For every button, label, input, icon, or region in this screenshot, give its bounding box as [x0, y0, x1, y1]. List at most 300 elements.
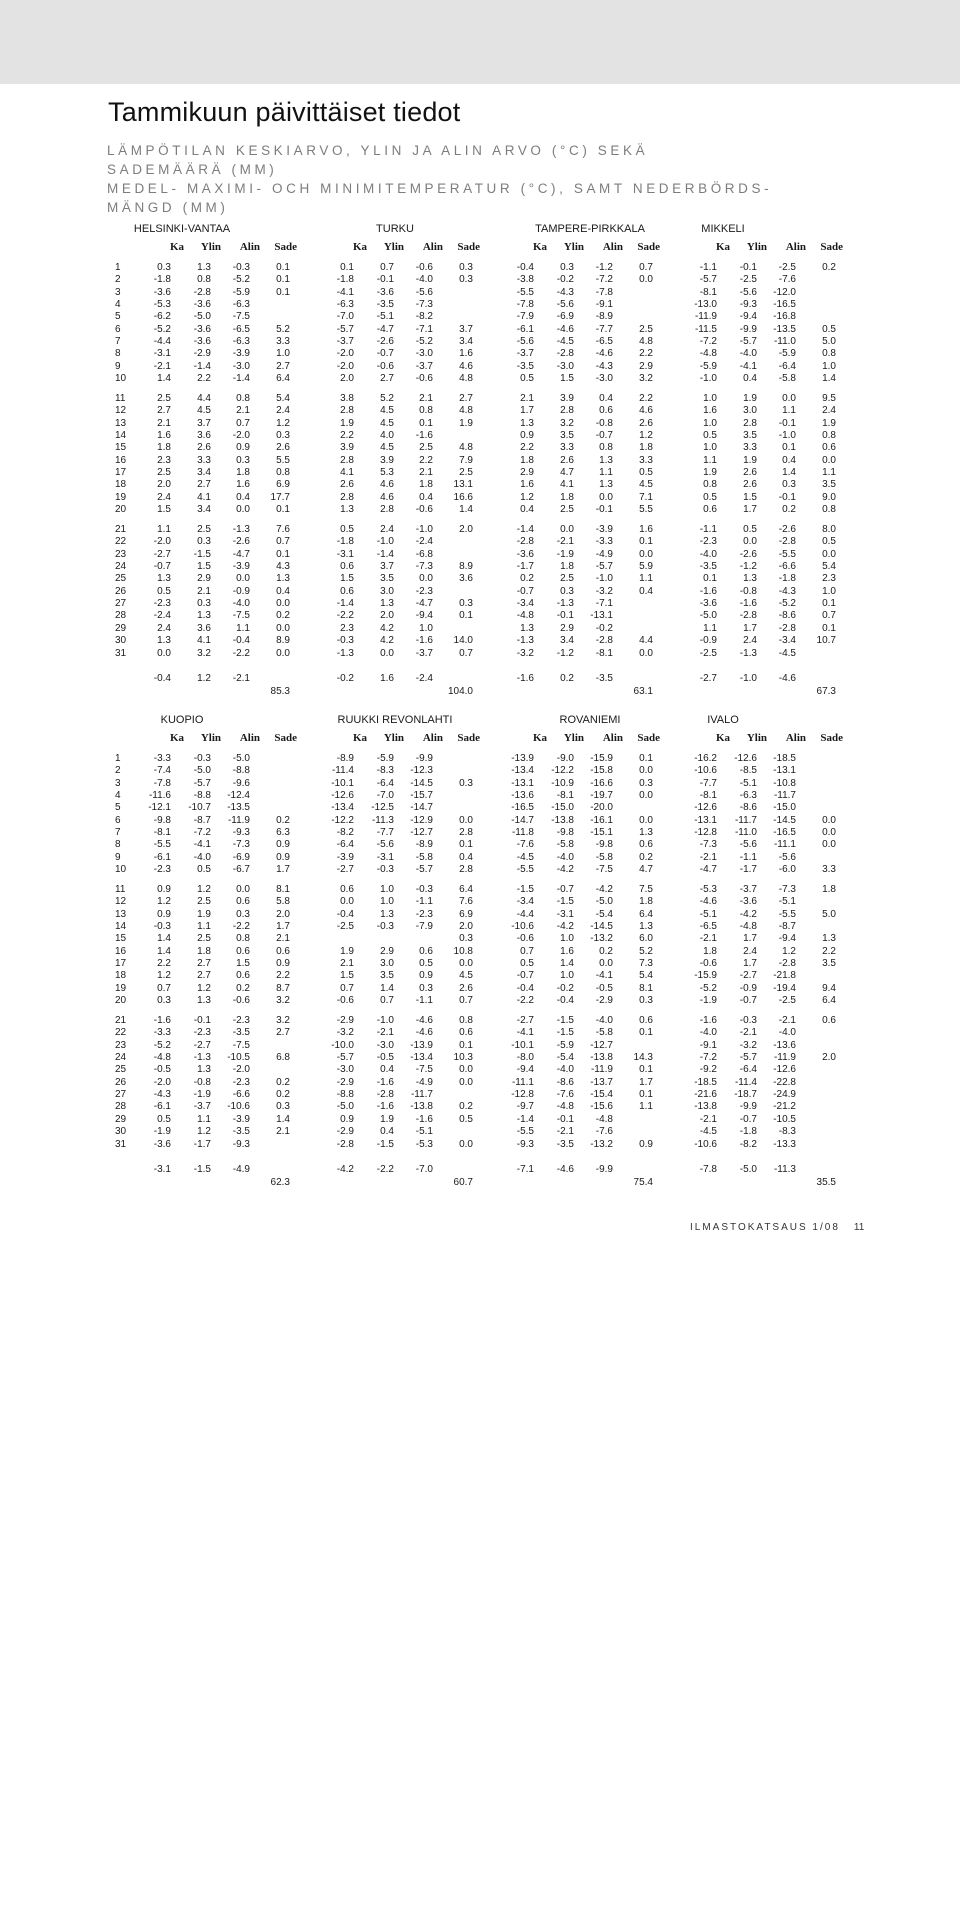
- table-cell: -1.6: [699, 1015, 717, 1026]
- table-cell: -15.8: [590, 765, 613, 777]
- table-cell: -1.7: [516, 561, 534, 573]
- table-cell: 6.3: [276, 827, 290, 839]
- table-cell: 1.6: [157, 430, 171, 442]
- table-cell: 0.5: [743, 524, 757, 535]
- table-cell: -7.9: [516, 311, 534, 323]
- table-cell: 0.2: [599, 945, 613, 957]
- table-cell: -0.3: [153, 921, 171, 933]
- table-cell: -5.6: [415, 286, 433, 298]
- station-name: TURKU: [376, 223, 414, 235]
- column-header: Ylin: [746, 732, 767, 744]
- table-cell: 0.8: [236, 933, 250, 945]
- table-cell: -9.4: [516, 1064, 534, 1076]
- table-cell: -7.2: [595, 274, 613, 286]
- table-cell: -7.4: [153, 765, 171, 777]
- table-cell: -0.3: [739, 1015, 757, 1026]
- table-cell: 0.7: [236, 417, 250, 429]
- table-cell: 1.4: [276, 1113, 290, 1125]
- table-cell: 6.4: [822, 995, 836, 1007]
- table-cell: -0.4: [516, 982, 534, 994]
- table-cell: -10.1: [331, 777, 354, 789]
- station-name: HELSINKI-VANTAA: [133, 223, 231, 235]
- table-cell: -0.4: [556, 995, 574, 1007]
- table-cell: -1.6: [415, 1113, 433, 1125]
- table-cell: 4.5: [380, 417, 394, 429]
- table-cell: 0.6: [599, 405, 613, 417]
- table-cell: -12.8: [511, 1089, 534, 1101]
- table-cell: -8.8: [336, 1089, 354, 1101]
- table-cell: 1.8: [639, 442, 653, 454]
- table-cell: 0.8: [197, 274, 211, 286]
- table-cell: -6.9: [556, 311, 574, 323]
- table-cell: 3.0: [380, 958, 394, 970]
- table-cell: -2.7: [193, 1039, 211, 1051]
- table-cell: -6.3: [336, 299, 354, 311]
- table-cell: 3.6: [197, 622, 211, 634]
- table-cell: -2.3: [415, 585, 433, 597]
- table-cell: -11.5: [694, 323, 717, 335]
- table-cell: 0.0: [276, 647, 290, 659]
- header-band: [0, 0, 960, 84]
- table-cell: 6.9: [276, 479, 290, 491]
- table-cell: -0.2: [556, 982, 574, 994]
- day-number: 27: [115, 598, 127, 610]
- table-cell: 2.9: [197, 573, 211, 585]
- column-header: Alin: [602, 732, 623, 744]
- table-cell: -1.5: [556, 896, 574, 908]
- table-cell: 0.1: [639, 753, 653, 764]
- table-cell: -4.3: [153, 1089, 171, 1101]
- table-cell: -3.6: [193, 336, 211, 348]
- table-cell: 6.9: [459, 908, 473, 920]
- table-cell: -13.7: [590, 1076, 613, 1088]
- table-cell: 0.3: [459, 777, 473, 789]
- day-number: 17: [115, 958, 127, 970]
- table-cell: -1.4: [516, 524, 534, 535]
- table-cell: -11.0: [773, 336, 796, 348]
- table-cell: 2.7: [276, 360, 290, 372]
- table-cell: -10.6: [227, 1101, 250, 1113]
- day-number: 22: [115, 1027, 127, 1039]
- column-header: Sade: [820, 732, 843, 744]
- table-cell: 0.0: [639, 790, 653, 802]
- table-cell: -2.2: [232, 647, 250, 659]
- table-cell: 0.8: [822, 430, 836, 442]
- table-cell: -6.4: [376, 777, 394, 789]
- table-cell: -2.5: [739, 274, 757, 286]
- table-cell: 1.3: [743, 573, 757, 585]
- table-cell: -8.7: [193, 814, 211, 826]
- table-cell: -11.3: [371, 814, 394, 826]
- table-cell: -3.6: [153, 286, 171, 298]
- table-cell: 1.9: [197, 908, 211, 920]
- table-cell: -5.7: [193, 777, 211, 789]
- table-cell: 1.8: [419, 479, 433, 491]
- table-cell: 4.7: [639, 864, 653, 876]
- table-cell: -1.4: [376, 548, 394, 560]
- table-cell: 3.4: [459, 336, 473, 348]
- day-number: 28: [115, 1101, 127, 1113]
- table-cell: 2.2: [276, 970, 290, 982]
- table-cell: -8.6: [739, 802, 757, 814]
- table-cell: -7.3: [415, 561, 433, 573]
- table-cell: 4.1: [340, 467, 354, 479]
- table-cell: 0.7: [822, 610, 836, 622]
- day-number: 14: [115, 430, 127, 442]
- column-header: Ka: [352, 241, 367, 253]
- day-number: 25: [115, 573, 127, 585]
- table-cell: 1.7: [520, 405, 534, 417]
- table-cell: 0.1: [639, 1027, 653, 1039]
- table-cell: -8.3: [778, 1126, 796, 1138]
- table-cell: 0.1: [276, 286, 290, 298]
- table-cell: 2.0: [276, 908, 290, 920]
- table-cell: 3.7: [380, 561, 394, 573]
- table-cell: -13.4: [511, 765, 534, 777]
- summary-cell: -7.8: [699, 1163, 717, 1175]
- table-cell: -3.6: [193, 299, 211, 311]
- table-cell: -1.5: [376, 1138, 394, 1150]
- table-cell: -10.1: [511, 1039, 534, 1051]
- table-cell: 9.5: [822, 393, 836, 404]
- station-name: KUOPIO: [160, 714, 204, 726]
- table-cell: -7.7: [595, 323, 613, 335]
- table-cell: -16.6: [590, 777, 613, 789]
- table-cell: -2.3: [153, 864, 171, 876]
- table-cell: 0.7: [639, 262, 653, 273]
- table-cell: 0.5: [340, 524, 354, 535]
- day-number: 8: [115, 348, 121, 360]
- table-cell: -1.5: [556, 1015, 574, 1026]
- table-cell: 1.8: [197, 945, 211, 957]
- table-cell: 1.0: [703, 417, 717, 429]
- table-cell: -1.5: [516, 884, 534, 895]
- table-cell: 1.0: [822, 360, 836, 372]
- table-cell: 0.1: [703, 573, 717, 585]
- table-cell: 1.1: [822, 467, 836, 479]
- table-cell: -6.3: [232, 336, 250, 348]
- table-cell: -10.6: [694, 1138, 717, 1150]
- summary-cell: -2.1: [232, 672, 250, 684]
- table-cell: 1.9: [459, 417, 473, 429]
- table-cell: 0.9: [419, 970, 433, 982]
- day-number: 21: [115, 1015, 127, 1026]
- table-cell: -4.8: [516, 610, 534, 622]
- table-cell: -0.3: [336, 635, 354, 647]
- station-name: IVALO: [707, 714, 739, 726]
- table-cell: 0.6: [822, 442, 836, 454]
- table-cell: -18.5: [694, 1076, 717, 1088]
- table-cell: 2.8: [560, 405, 574, 417]
- table-cell: 1.3: [197, 610, 211, 622]
- page-title: Tammikuun päivittäiset tiedot: [108, 97, 461, 127]
- table-cell: -3.7: [415, 647, 433, 659]
- table-cell: 1.1: [703, 454, 717, 466]
- table-cell: -2.8: [778, 622, 796, 634]
- day-number: 7: [115, 827, 121, 839]
- table-cell: -3.9: [232, 1113, 250, 1125]
- table-cell: -5.1: [699, 908, 717, 920]
- table-cell: -15.0: [773, 802, 796, 814]
- column-header: Ylin: [383, 732, 404, 744]
- table-cell: -0.1: [376, 274, 394, 286]
- table-cell: -4.1: [739, 360, 757, 372]
- table-cell: -14.7: [511, 814, 534, 826]
- table-cell: 3.3: [822, 864, 836, 876]
- table-cell: -2.6: [232, 536, 250, 548]
- summary-cell: -1.0: [739, 672, 757, 684]
- table-cell: -1.9: [699, 995, 717, 1007]
- table-cell: 0.6: [459, 1027, 473, 1039]
- table-cell: -0.8: [193, 1076, 211, 1088]
- table-cell: 0.6: [639, 1015, 653, 1026]
- table-cell: 2.5: [197, 524, 211, 535]
- table-cell: -3.6: [516, 548, 534, 560]
- table-cell: 1.3: [822, 933, 836, 945]
- table-cell: 4.3: [276, 561, 290, 573]
- table-cell: 1.5: [197, 561, 211, 573]
- table-cell: -13.0: [694, 299, 717, 311]
- table-cell: 0.1: [276, 548, 290, 560]
- table-cell: -2.9: [193, 348, 211, 360]
- table-cell: -2.8: [516, 536, 534, 548]
- table-cell: -2.1: [699, 1113, 717, 1125]
- table-cell: 7.5: [639, 884, 653, 895]
- table-cell: 2.8: [340, 405, 354, 417]
- table-cell: -5.5: [778, 548, 796, 560]
- table-cell: -13.8: [410, 1101, 433, 1113]
- table-cell: 0.4: [380, 1064, 394, 1076]
- table-cell: 2.2: [197, 373, 211, 385]
- table-cell: 3.3: [743, 442, 757, 454]
- table-cell: -10.5: [773, 1113, 796, 1125]
- table-cell: -3.4: [516, 598, 534, 610]
- table-cell: 1.9: [380, 1113, 394, 1125]
- table-cell: 0.6: [639, 839, 653, 851]
- table-cell: -10.5: [227, 1052, 250, 1064]
- table-cell: -2.8: [193, 286, 211, 298]
- table-cell: 1.5: [340, 970, 354, 982]
- table-cell: 1.4: [157, 373, 171, 385]
- day-number: 24: [115, 561, 127, 573]
- table-cell: 1.9: [340, 945, 354, 957]
- table-cell: -14.7: [410, 802, 433, 814]
- table-cell: -2.5: [336, 921, 354, 933]
- table-cell: 0.4: [520, 504, 534, 516]
- table-cell: -7.8: [153, 777, 171, 789]
- summary-cell: -11.3: [773, 1163, 796, 1175]
- table-cell: 2.8: [340, 491, 354, 503]
- summary-cell: -2.4: [415, 672, 433, 684]
- table-cell: -0.7: [595, 430, 613, 442]
- table-cell: 0.5: [157, 1113, 171, 1125]
- table-cell: 0.8: [236, 393, 250, 404]
- table-cell: -13.9: [410, 1039, 433, 1051]
- table-cell: 1.2: [197, 1126, 211, 1138]
- table-cell: 2.2: [419, 454, 433, 466]
- day-number: 31: [115, 1138, 127, 1150]
- table-cell: 0.1: [459, 1039, 473, 1051]
- table-cell: -3.0: [336, 1064, 354, 1076]
- table-cell: -0.6: [376, 360, 394, 372]
- table-cell: 0.6: [703, 504, 717, 516]
- day-number: 3: [115, 777, 121, 789]
- table-cell: -2.0: [336, 360, 354, 372]
- summary-cell: -4.2: [336, 1163, 354, 1175]
- table-cell: 0.7: [459, 647, 473, 659]
- table-cell: 0.6: [340, 585, 354, 597]
- day-number: 16: [115, 454, 127, 466]
- table-cell: 1.9: [703, 467, 717, 479]
- column-header: Sade: [274, 241, 297, 253]
- column-header: Alin: [422, 732, 443, 744]
- table-cell: 0.0: [276, 598, 290, 610]
- summary-cell: -2.7: [699, 672, 717, 684]
- subtitle: [107, 141, 827, 217]
- table-cell: -5.0: [193, 311, 211, 323]
- day-number: 23: [115, 1039, 127, 1051]
- table-cell: -3.0: [595, 373, 613, 385]
- table-cell: -2.3: [193, 1027, 211, 1039]
- table-cell: 2.4: [380, 524, 394, 535]
- table-cell: 0.7: [380, 995, 394, 1007]
- table-cell: -4.0: [739, 348, 757, 360]
- table-cell: -13.2: [590, 933, 613, 945]
- day-number: 12: [115, 405, 127, 417]
- table-cell: -5.3: [699, 884, 717, 895]
- table-cell: -2.3: [699, 536, 717, 548]
- table-cell: -4.0: [556, 851, 574, 863]
- table-cell: 5.4: [822, 561, 836, 573]
- column-header: Ylin: [200, 241, 221, 253]
- table-cell: 0.4: [743, 373, 757, 385]
- table-cell: 2.6: [340, 479, 354, 491]
- table-cell: -6.1: [516, 323, 534, 335]
- table-cell: -9.8: [153, 814, 171, 826]
- table-cell: -6.4: [778, 360, 796, 372]
- table-cell: -14.5: [410, 777, 433, 789]
- table-cell: 7.1: [639, 491, 653, 503]
- table-cell: 3.3: [276, 336, 290, 348]
- table-cell: -1.8: [739, 1126, 757, 1138]
- table-cell: -0.6: [699, 958, 717, 970]
- table-cell: -5.0: [699, 610, 717, 622]
- table-cell: 2.3: [157, 454, 171, 466]
- summary-total: 63.1: [633, 685, 653, 697]
- table-cell: 10.7: [816, 635, 836, 647]
- table-cell: -7.9: [415, 921, 433, 933]
- table-cell: -4.8: [153, 1052, 171, 1064]
- table-cell: -14.5: [773, 814, 796, 826]
- table-cell: -8.8: [193, 790, 211, 802]
- table-cell: -2.1: [556, 1126, 574, 1138]
- table-cell: 1.9: [743, 393, 757, 404]
- table-cell: 7.6: [459, 896, 473, 908]
- table-cell: 1.6: [459, 348, 473, 360]
- table-cell: 3.5: [380, 970, 394, 982]
- table-cell: -4.7: [232, 548, 250, 560]
- table-cell: 4.6: [639, 405, 653, 417]
- table-cell: 3.8: [340, 393, 354, 404]
- table-cell: -3.1: [556, 908, 574, 920]
- day-number: 17: [115, 467, 127, 479]
- table-cell: -0.7: [516, 970, 534, 982]
- table-cell: -5.7: [699, 274, 717, 286]
- table-cell: 4.8: [639, 336, 653, 348]
- table-cell: -0.7: [739, 995, 757, 1007]
- table-cell: 10.3: [453, 1052, 473, 1064]
- table-cell: 0.7: [520, 945, 534, 957]
- summary-total: 75.4: [633, 1176, 653, 1188]
- table-cell: -12.0: [773, 286, 796, 298]
- table-cell: -11.6: [148, 790, 171, 802]
- table-cell: 6.0: [639, 933, 653, 945]
- table-cell: 1.5: [743, 491, 757, 503]
- table-cell: -1.8: [336, 536, 354, 548]
- table-cell: -5.7: [739, 336, 757, 348]
- column-header: Ylin: [563, 732, 584, 744]
- table-cell: -1.0: [415, 524, 433, 535]
- table-cell: -20.0: [590, 802, 613, 814]
- footer: [690, 1222, 864, 1233]
- table-cell: -12.4: [227, 790, 250, 802]
- table-cell: -4.0: [193, 851, 211, 863]
- table-cell: -2.6: [739, 548, 757, 560]
- table-cell: 10.8: [453, 945, 473, 957]
- table-cell: -3.3: [595, 536, 613, 548]
- table-cell: -8.1: [699, 286, 717, 298]
- day-number: 26: [115, 585, 127, 597]
- day-number: 19: [115, 491, 127, 503]
- table-cell: 2.7: [380, 373, 394, 385]
- table-cell: 1.4: [157, 933, 171, 945]
- table-cell: 0.0: [459, 1138, 473, 1150]
- table-cell: -7.7: [699, 777, 717, 789]
- table-cell: -3.4: [778, 635, 796, 647]
- table-cell: 0.0: [236, 504, 250, 516]
- table-cell: 2.4: [822, 405, 836, 417]
- table-cell: 0.3: [782, 479, 796, 491]
- table-cell: 5.3: [380, 467, 394, 479]
- table-cell: -2.8: [778, 958, 796, 970]
- table-cell: 4.4: [639, 635, 653, 647]
- table-cell: -9.3: [232, 827, 250, 839]
- table-cell: 1.5: [560, 373, 574, 385]
- table-cell: -6.5: [232, 323, 250, 335]
- table-cell: 1.4: [560, 958, 574, 970]
- table-cell: -4.8: [739, 921, 757, 933]
- table-cell: -6.9: [232, 851, 250, 863]
- table-cell: -6.5: [595, 336, 613, 348]
- table-cell: 1.6: [560, 945, 574, 957]
- table-cell: -0.1: [556, 1113, 574, 1125]
- table-cell: -11.8: [511, 827, 534, 839]
- table-cell: -11.4: [331, 765, 354, 777]
- table-cell: -0.6: [336, 995, 354, 1007]
- table-cell: 5.9: [639, 561, 653, 573]
- column-header: Alin: [785, 732, 806, 744]
- table-cell: 4.6: [380, 491, 394, 503]
- table-cell: -24.9: [773, 1089, 796, 1101]
- table-cell: 3.5: [822, 958, 836, 970]
- table-cell: -4.0: [699, 1027, 717, 1039]
- table-cell: -16.8: [773, 311, 796, 323]
- table-cell: 0.2: [276, 1089, 290, 1101]
- table-cell: -10.7: [188, 802, 211, 814]
- table-cell: 0.4: [276, 585, 290, 597]
- table-cell: 2.5: [197, 896, 211, 908]
- table-cell: -5.2: [153, 323, 171, 335]
